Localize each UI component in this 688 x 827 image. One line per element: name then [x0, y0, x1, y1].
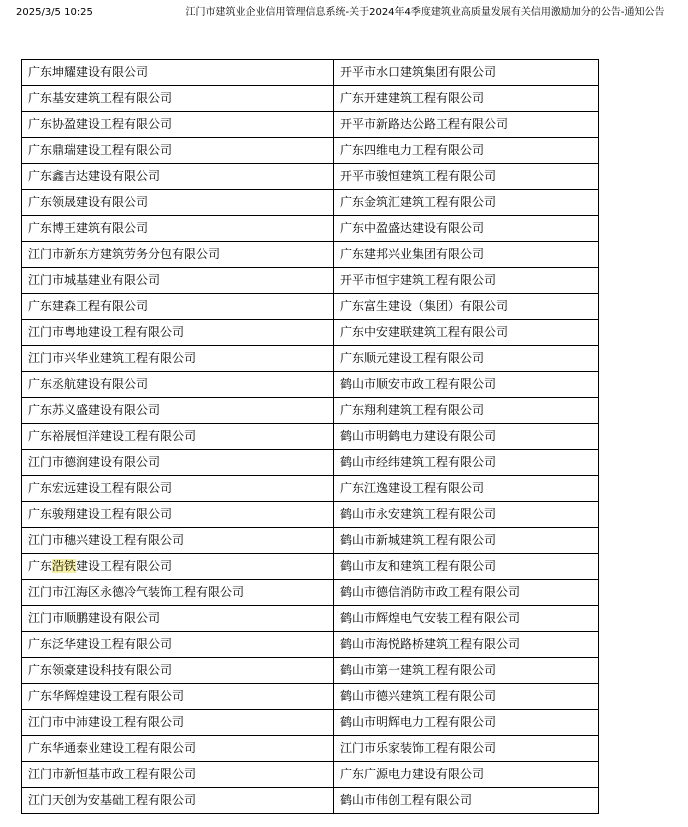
table-row	[22, 242, 599, 268]
company-name-left: 江门市中沛建设工程有限公司	[22, 710, 334, 736]
company-name-left: 广东基安建筑工程有限公司	[22, 86, 334, 112]
company-name-right: 广东四维电力工程有限公司	[334, 138, 599, 164]
company-name-right: 鹤山市第一建筑工程有限公司	[334, 658, 599, 684]
company-name-prefix: 广东	[28, 559, 53, 573]
company-name-right: 广东广源电力建设有限公司	[334, 762, 599, 788]
company-name-right: 鹤山市伟创工程有限公司	[334, 788, 599, 814]
company-name-right: 鹤山市经纬建筑工程有限公司	[334, 450, 599, 476]
company-name-left: 广东华辉煌建设工程有限公司	[22, 684, 334, 710]
company-name-left: 江门市新恒基市政工程有限公司	[22, 762, 334, 788]
company-table	[21, 59, 599, 814]
company-name-right: 开平市新路达公路工程有限公司	[334, 112, 599, 138]
table-row	[22, 762, 599, 788]
company-name-left: 江门天创为安基础工程有限公司	[22, 788, 334, 814]
company-name-left: 广东苏义盛建设有限公司	[22, 398, 334, 424]
company-table-body	[22, 60, 599, 814]
company-name-right: 开平市恒宇建筑工程有限公司	[334, 268, 599, 294]
company-name-right: 开平市水口建筑集团有限公司	[334, 60, 599, 86]
table-row	[22, 606, 599, 632]
table-row	[22, 372, 599, 398]
company-name-left: 江门市新东方建筑劳务分包有限公司	[22, 242, 334, 268]
table-row	[22, 450, 599, 476]
company-name-right: 广东富生建设（集团）有限公司	[334, 294, 599, 320]
company-name-left: 广东建森工程有限公司	[22, 294, 334, 320]
table-row	[22, 528, 599, 554]
company-name-left: 广东鑫吉达建设有限公司	[22, 164, 334, 190]
table-row	[22, 138, 599, 164]
company-name-left	[22, 554, 334, 580]
company-name-left: 广东丞航建设有限公司	[22, 372, 334, 398]
company-name-right: 广东江逸建设工程有限公司	[334, 476, 599, 502]
company-name-suffix: 建设工程有限公司	[76, 559, 173, 573]
table-row	[22, 294, 599, 320]
company-name-right: 鹤山市顺安市政工程有限公司	[334, 372, 599, 398]
company-name-right: 广东顺元建设工程有限公司	[334, 346, 599, 372]
company-name-left: 广东鼎瑞建设工程有限公司	[22, 138, 334, 164]
company-name-right: 鹤山市辉煌电气安装工程有限公司	[334, 606, 599, 632]
highlighted-text: 浩铁	[52, 559, 77, 573]
table-row	[22, 424, 599, 450]
table-row	[22, 554, 599, 580]
table-row	[22, 398, 599, 424]
company-name-right: 广东翔利建筑工程有限公司	[334, 398, 599, 424]
company-name-right: 广东中安建联建筑工程有限公司	[334, 320, 599, 346]
company-name-right: 鹤山市永安建筑工程有限公司	[334, 502, 599, 528]
company-name-left: 江门市穗兴建设工程有限公司	[22, 528, 334, 554]
table-row	[22, 190, 599, 216]
company-name-left: 江门市粤地建设工程有限公司	[22, 320, 334, 346]
table-row	[22, 502, 599, 528]
company-name-left: 广东泛华建设工程有限公司	[22, 632, 334, 658]
company-name-left: 江门市德润建设有限公司	[22, 450, 334, 476]
company-name-left: 广东裕展恒洋建设工程有限公司	[22, 424, 334, 450]
company-name-left: 广东领豪建设科技有限公司	[22, 658, 334, 684]
company-name-right: 鹤山市明鹤电力建设有限公司	[334, 424, 599, 450]
print-date: 2025/3/5 10:25	[16, 7, 93, 18]
company-name-left: 江门市兴华业建筑工程有限公司	[22, 346, 334, 372]
company-name-left: 广东华通泰业建设工程有限公司	[22, 736, 334, 762]
table-row	[22, 216, 599, 242]
table-row	[22, 112, 599, 138]
table-row	[22, 320, 599, 346]
company-name-right: 鹤山市德兴建筑工程有限公司	[334, 684, 599, 710]
company-name-right: 广东金筑汇建筑工程有限公司	[334, 190, 599, 216]
table-row	[22, 86, 599, 112]
company-name-right: 开平市骏恒建筑工程有限公司	[334, 164, 599, 190]
table-row	[22, 788, 599, 814]
company-name-left: 广东协盈建设工程有限公司	[22, 112, 334, 138]
table-row	[22, 164, 599, 190]
table-row	[22, 684, 599, 710]
company-name-right: 广东建邦兴业集团有限公司	[334, 242, 599, 268]
table-row	[22, 580, 599, 606]
company-name-left: 江门市城基建业有限公司	[22, 268, 334, 294]
company-name-left: 广东骏翔建设工程有限公司	[22, 502, 334, 528]
company-name-right: 广东中盈盛达建设有限公司	[334, 216, 599, 242]
table-row	[22, 658, 599, 684]
company-name-right: 鹤山市德信消防市政工程有限公司	[334, 580, 599, 606]
company-name-right: 广东开建建筑工程有限公司	[334, 86, 599, 112]
company-name-right: 鹤山市海悦路桥建筑工程有限公司	[334, 632, 599, 658]
table-row	[22, 710, 599, 736]
company-name-left: 广东宏远建设工程有限公司	[22, 476, 334, 502]
company-name-left: 广东博王建筑有限公司	[22, 216, 334, 242]
table-row	[22, 268, 599, 294]
company-name-left: 广东领晟建设有限公司	[22, 190, 334, 216]
table-row	[22, 736, 599, 762]
table-row	[22, 632, 599, 658]
company-name-left: 广东坤耀建设有限公司	[22, 60, 334, 86]
page-header	[16, 6, 676, 20]
table-row	[22, 346, 599, 372]
document-title: 江门市建筑业企业信用管理信息系统-关于2024年4季度建筑业高质量发展有关信用激励加分的公告-通知公告	[185, 7, 665, 18]
company-name-right: 鹤山市明辉电力工程有限公司	[334, 710, 599, 736]
company-name-right: 鹤山市友和建筑工程有限公司	[334, 554, 599, 580]
table-row	[22, 476, 599, 502]
company-name-left: 江门市顺鹏建设有限公司	[22, 606, 334, 632]
company-name-right: 江门市乐家装饰工程有限公司	[334, 736, 599, 762]
company-name-left: 江门市江海区永德冷气装饰工程有限公司	[22, 580, 334, 606]
company-name-right: 鹤山市新城建筑工程有限公司	[334, 528, 599, 554]
table-row	[22, 60, 599, 86]
